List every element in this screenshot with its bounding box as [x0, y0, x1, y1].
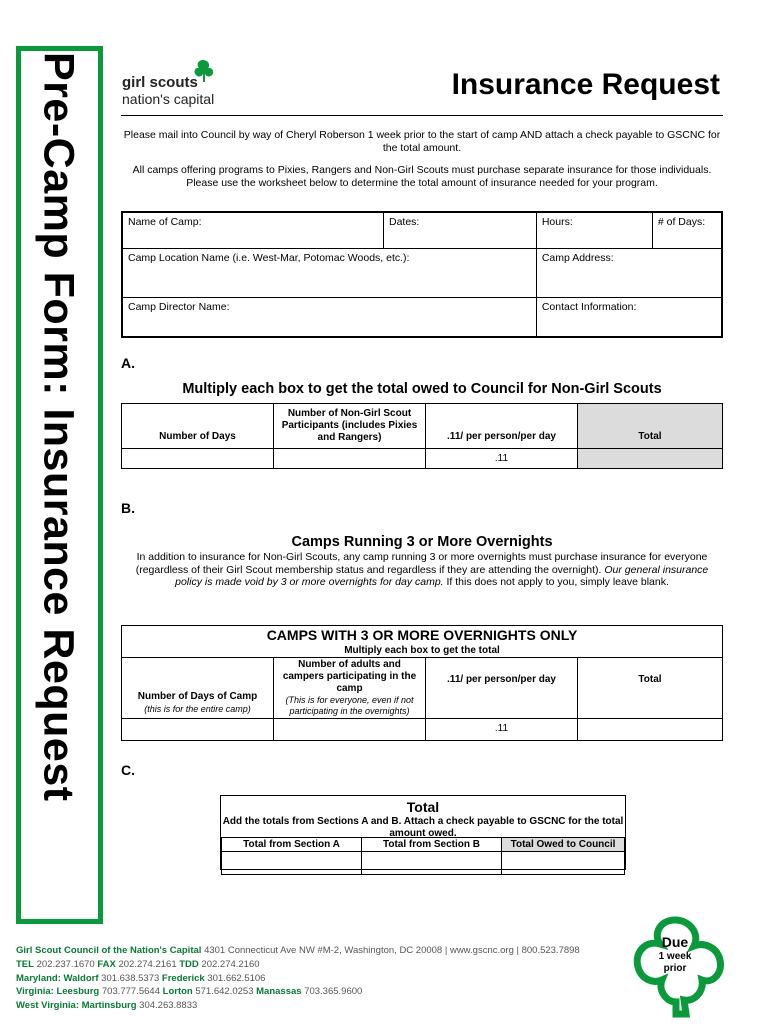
- col-adults-and-campers: Number of adults and campers participating in the camp (This is for everyone, even if not participating in the overnights): [274, 657, 426, 718]
- section-a-heading: Multiply each box to get the total owed to Council for Non-Girl Scouts: [182, 381, 662, 397]
- logo-line-2: nation's capital: [122, 91, 215, 107]
- logo-line-1: girl scouts: [122, 74, 198, 91]
- col-total: Total: [578, 404, 723, 449]
- side-frame-base: [16, 919, 103, 924]
- intro-instructions: Please mail into Council by way of Cheryl Roberson 1 week prior to the start of camp AND attach a check payable to GSCNC for the total amount.: [123, 129, 721, 154]
- col-total-section-a: Total from Section A: [222, 838, 362, 852]
- side-frame-rule: [98, 46, 103, 924]
- input-adults-and-campers[interactable]: [274, 718, 426, 740]
- title-divider: [121, 115, 723, 116]
- section-c-total-box: [220, 795, 626, 870]
- rate-value: .11: [426, 449, 578, 469]
- col-total-section-b: Total from Section B: [362, 838, 502, 852]
- section-c-table: [221, 837, 625, 875]
- camp-location-field[interactable]: Camp Location Name (i.e. West-Mar, Potomac Woods, etc.):: [122, 249, 536, 298]
- section-a-label: A.: [121, 355, 135, 371]
- name-of-camp-field[interactable]: Name of Camp:: [122, 212, 384, 249]
- num-days-field[interactable]: # of Days:: [652, 212, 722, 249]
- footer-phone-line: TEL 202.237.1670 FAX 202.274.2161 TDD 202.274.2160: [16, 958, 260, 970]
- footer-virginia-line: Virginia: Leesburg 703.777.5644 Lorton 571.642.0253 Manassas 703.365.9600: [16, 986, 363, 998]
- section-b-table-title: CAMPS WITH 3 OR MORE OVERNIGHTS ONLY: [122, 626, 723, 645]
- hours-field[interactable]: Hours:: [536, 212, 652, 249]
- input-total-owed[interactable]: [502, 852, 625, 875]
- section-c-title: Total: [406, 799, 440, 815]
- girl-scouts-logo: [122, 58, 232, 108]
- input-participants[interactable]: [274, 449, 426, 469]
- footer-west-virginia-line: West Virginia: Martinsburg 304.263.8833: [16, 1000, 198, 1012]
- col-number-of-days-of-camp: Number of Days of Camp (this is for the entire camp): [122, 657, 274, 718]
- section-b-description: In addition to insurance for Non-Girl Scouts, any camp running 3 or more overnights must purchase insurance for everyone (regardless of their Girl Scout membership status and regardless if they are attending the overnight). Our general insurance policy is made void by 3 or more overnights for day camp. If this does not apply to you, simply leave blank.: [135, 551, 709, 588]
- footer-maryland-line: Maryland: Waldorf 301.638.5373 Frederick 301.662.5106: [16, 972, 266, 984]
- badge-due-text: Due: [661, 934, 689, 950]
- section-a-table: [121, 403, 723, 469]
- input-total-b[interactable]: [578, 718, 723, 740]
- input-total-section-a[interactable]: [222, 852, 362, 875]
- due-badge: [620, 912, 730, 1022]
- input-total-a[interactable]: [578, 449, 723, 469]
- section-b-label: B.: [121, 500, 135, 516]
- section-c-instructions: Add the totals from Sections A and B. Attach a check payable to GSCNC for the total amount owed.: [222, 816, 624, 839]
- rate-value-b: .11: [426, 718, 578, 740]
- col-total-b: Total: [578, 657, 723, 718]
- section-c-label: C.: [121, 762, 135, 778]
- col-total-owed: Total Owed to Council: [502, 838, 625, 852]
- col-rate-b: .11/ per person/per day: [426, 657, 578, 718]
- contact-info-field[interactable]: Contact Information:: [536, 297, 722, 337]
- page-title: Insurance Request: [451, 68, 720, 101]
- section-b-heading: Camps Running 3 or More Overnights: [291, 534, 553, 550]
- section-b-table: [121, 625, 723, 741]
- input-number-of-days[interactable]: [122, 449, 274, 469]
- col-non-girl-scout-participants: Number of Non-Girl Scout Participants (includes Pixies and Rangers): [274, 404, 426, 449]
- side-title: Pre-Camp Form: Insurance Request: [34, 52, 83, 802]
- intro-worksheet-note: All camps offering programs to Pixies, Rangers and Non-Girl Scouts must purchase separate insurance for those individuals. Please use the worksheet below to determine the total amount of insurance needed for your program.: [132, 164, 712, 189]
- badge-subtext: 1 week prior: [658, 951, 692, 974]
- col-number-of-days: Number of Days: [122, 404, 274, 449]
- input-total-section-b[interactable]: [362, 852, 502, 875]
- camp-address-field[interactable]: Camp Address:: [536, 249, 722, 298]
- col-rate: .11/ per person/per day: [426, 404, 578, 449]
- footer-address-line: Girl Scout Council of the Nation's Capital 4301 Connecticut Ave NW #M-2, Washington, DC 20008 | www.gscnc.org | 800.523.7898: [16, 945, 580, 956]
- council-footer: [16, 944, 580, 1013]
- camp-info-table: [121, 211, 723, 338]
- dates-field[interactable]: Dates:: [384, 212, 537, 249]
- camp-director-field[interactable]: Camp Director Name:: [122, 297, 536, 337]
- input-days-of-camp[interactable]: [122, 718, 274, 740]
- section-b-table-subtitle: Multiply each box to get the total: [122, 645, 723, 658]
